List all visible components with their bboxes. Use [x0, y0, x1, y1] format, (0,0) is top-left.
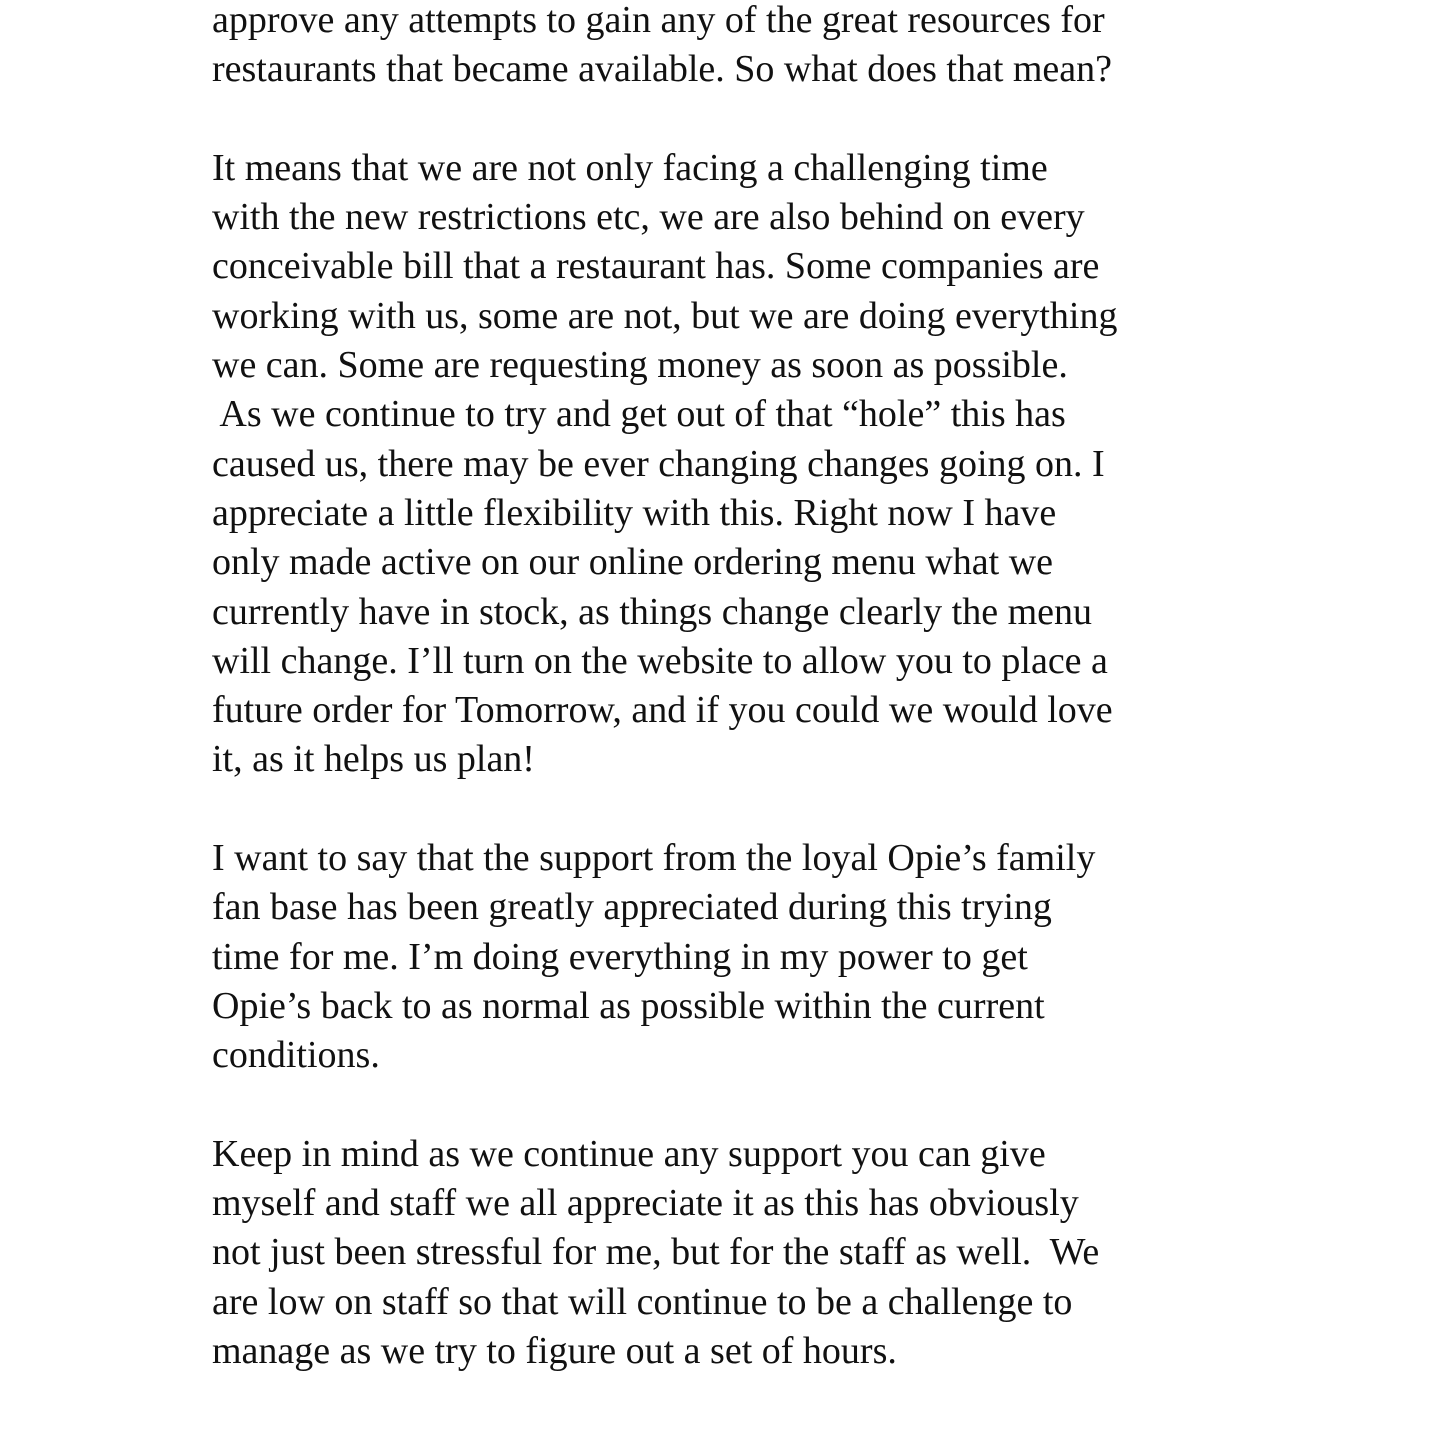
text-line: are low on staff so that will continue to be a challenge to: [212, 1280, 1073, 1323]
text-line: fan base has been greatly appreciated during this trying: [212, 886, 1052, 929]
text-line: currently have in stock, as things change clearly the menu: [212, 590, 1093, 633]
text-line: with the new restrictions etc, we are also behind on every: [212, 196, 1085, 239]
text-line: appreciate a little flexibility with this. Right now I have: [212, 491, 1057, 534]
text-line: will change. I’ll turn on the website to allow you to place a: [212, 639, 1108, 682]
text-line: not just been stressful for me, but for the staff as well. We: [212, 1231, 1100, 1274]
text-line: myself and staff we all appreciate it as this has obviously: [212, 1182, 1079, 1225]
paragraph-resources: [212, 0, 1252, 95]
text-line: conditions.: [212, 1034, 380, 1077]
text-line: future order for Tomorrow, and if you could we would love: [212, 689, 1113, 732]
text-line: It means that we are not only facing a challenging time: [212, 146, 1048, 189]
text-line: conceivable bill that a restaurant has. Some companies are: [212, 245, 1100, 288]
text-line: restaurants that became available. So what does that mean?: [212, 48, 1113, 91]
paragraph-staff: [212, 1130, 1252, 1376]
text-line: only made active on our online ordering menu what we: [212, 541, 1054, 584]
text-line: As we continue to try and get out of that “hole” this has: [212, 393, 1066, 436]
paragraph-challenges: [212, 144, 1252, 785]
text-line: manage as we try to figure out a set of hours.: [212, 1330, 897, 1373]
text-line: we can. Some are requesting money as soon as possible.: [212, 344, 1068, 387]
text-line: Keep in mind as we continue any support you can give: [212, 1132, 1046, 1175]
letter-body: [212, 0, 1252, 1426]
text-line: time for me. I’m doing everything in my power to get: [212, 935, 1028, 978]
text-line: working with us, some are not, but we are doing everything: [212, 294, 1118, 337]
text-line: it, as it helps us plan!: [212, 738, 535, 781]
text-line: Opie’s back to as normal as possible within the current: [212, 984, 1045, 1027]
text-line: approve any attempts to gain any of the great resources for: [212, 0, 1105, 41]
text-line: caused us, there may be ever changing changes going on. I: [212, 442, 1105, 485]
paragraph-support: [212, 834, 1252, 1080]
text-line: I want to say that the support from the loyal Opie’s family: [212, 837, 1096, 880]
